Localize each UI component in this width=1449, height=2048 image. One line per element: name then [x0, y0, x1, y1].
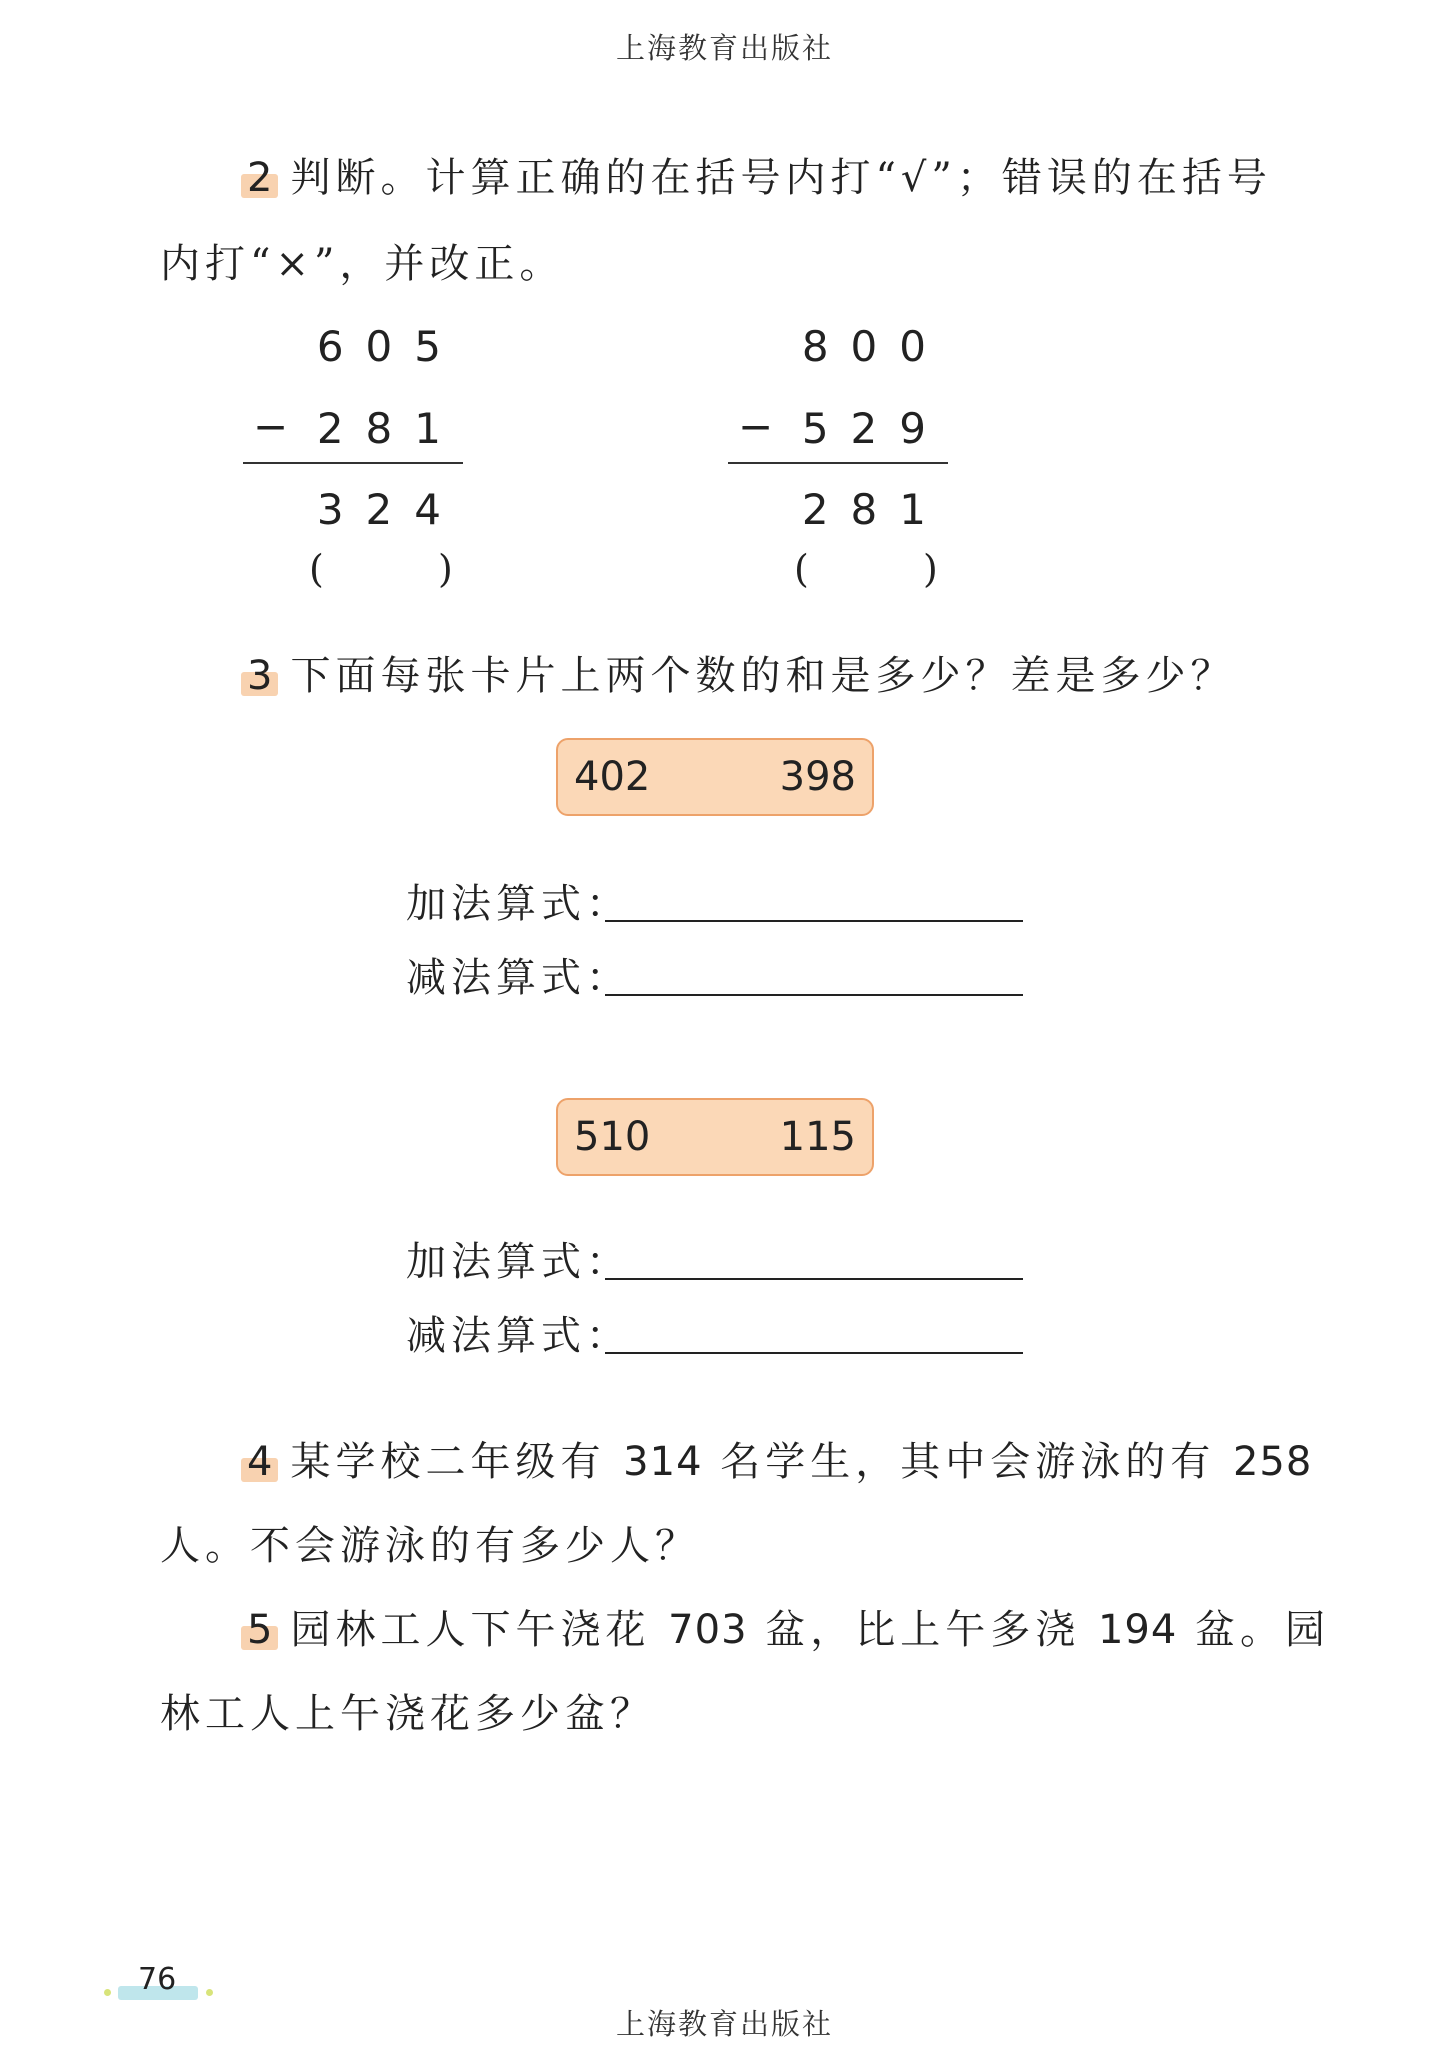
publisher-header: 上海教育出版社 — [615, 31, 833, 65]
page-number: 76 — [138, 1962, 177, 1997]
subtrahend: 281 — [316, 404, 463, 453]
subtrahend: 529 — [801, 404, 948, 453]
card-number-a: 510 — [574, 1114, 651, 1160]
addition-label-1: 加法算式： — [406, 881, 631, 927]
subtraction-problem-2 — [728, 322, 958, 592]
result: 324 — [316, 485, 463, 534]
minus-sign: − — [253, 402, 289, 451]
subtraction-answer-blank-2[interactable] — [605, 1352, 1023, 1354]
minus-sign: − — [738, 402, 774, 451]
card-number-b: 115 — [779, 1114, 856, 1160]
result: 281 — [801, 485, 948, 534]
q5-line1 — [243, 1606, 1330, 1654]
q4-number: 4 — [243, 1438, 276, 1486]
q5-number: 5 — [243, 1606, 276, 1654]
q2-number: 2 — [243, 154, 276, 202]
q5-line2: 林工人上午浇花多少盆？ — [160, 1691, 655, 1737]
addition-answer-blank-2[interactable] — [605, 1278, 1023, 1280]
q4-text-a: 某学校二年级有 — [290, 1439, 624, 1485]
decor-dot-right — [206, 1989, 213, 1996]
card-number-a: 402 — [574, 754, 651, 800]
subtraction-problem-1 — [243, 322, 473, 592]
answer-paren-open: ( — [309, 547, 324, 591]
q2-line2: 内打“×”，并改正。 — [160, 241, 565, 287]
q5-afternoon-count: 703 — [668, 1607, 748, 1653]
answer-paren-open: ( — [794, 547, 809, 591]
q5-text-a: 园林工人下午浇花 — [290, 1607, 669, 1653]
answer-paren-close: ) — [438, 547, 453, 591]
subtraction-label-1: 减法算式： — [406, 955, 631, 1001]
card-number-b: 398 — [779, 754, 856, 800]
decor-dot-left — [104, 1989, 111, 1996]
minuend: 605 — [316, 322, 463, 371]
addition-answer-blank-1[interactable] — [605, 920, 1023, 922]
subtraction-label-2: 减法算式： — [406, 1313, 631, 1359]
sum-line — [728, 462, 948, 464]
q5-difference: 194 — [1097, 1607, 1178, 1653]
q4-line2: 人。不会游泳的有多少人？ — [160, 1523, 700, 1569]
answer-paren-close: ) — [923, 547, 938, 591]
q2-text-line1: 判断。计算正确的在括号内打“√”；错误的在括号 — [290, 155, 1272, 201]
q5-text-c: 盆。园 — [1177, 1607, 1331, 1653]
q4-swimmer-count: 258 — [1232, 1439, 1313, 1485]
number-card-2 — [556, 1098, 874, 1176]
number-card-1 — [556, 738, 874, 816]
subtraction-answer-blank-1[interactable] — [605, 994, 1023, 996]
addition-label-2: 加法算式： — [406, 1239, 631, 1285]
sum-line — [243, 462, 463, 464]
publisher-footer: 上海教育出版社 — [615, 2007, 833, 2041]
q3-number: 3 — [243, 652, 276, 700]
q3-text: 下面每张卡片上两个数的和是多少？差是多少？ — [290, 653, 1236, 699]
q4-line1 — [243, 1438, 1312, 1486]
q2-line1 — [243, 154, 1272, 202]
q3-line — [243, 652, 1235, 700]
q4-text-b: 名学生，其中会游泳的有 — [702, 1439, 1233, 1485]
minuend: 800 — [801, 322, 948, 371]
q4-student-count: 314 — [623, 1439, 703, 1485]
q5-text-b: 盆，比上午多浇 — [747, 1607, 1098, 1653]
